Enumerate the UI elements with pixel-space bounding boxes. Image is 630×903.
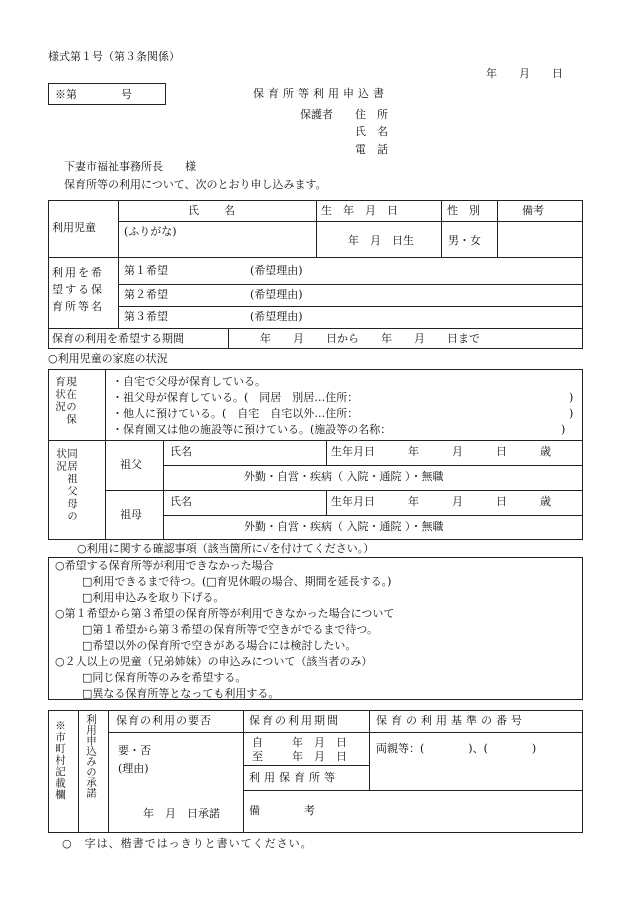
status-item-others[interactable]: ・他人に預けている。( 自宅 自宅以外…住所： — [112, 407, 359, 420]
confirm-q1-wait[interactable]: □利用できるまで待つ。(□育児休暇の場合、期間を延長する。) — [82, 575, 392, 588]
status-item-facility[interactable]: ・保育園又は他の施設等に預けている。(施設等の名称： — [112, 423, 392, 436]
choice-3-label: 第３希望 — [124, 310, 168, 323]
standard-header: 保育の利用基準の番号 — [376, 714, 526, 727]
page-title: 保育所等利用申込書 — [253, 87, 388, 100]
choice-1-reason[interactable]: (希望理由) — [250, 264, 303, 277]
footer-note: ○ 字は、楷書ではっきりと書いてください。 — [62, 837, 313, 850]
need-reason[interactable]: (理由) — [118, 762, 149, 775]
grandmother-label: 祖母 — [120, 508, 142, 521]
child-sex-field[interactable]: 男・女 — [448, 234, 481, 247]
receipt-number[interactable]: ※第 号 — [55, 88, 132, 101]
to-label: 至 — [252, 750, 263, 763]
child-sex-header: 性 別 — [447, 204, 480, 217]
name-label: 氏 名 — [355, 125, 388, 138]
family-section-title: ○利用児童の家庭の状況 — [48, 352, 168, 365]
address-label: 住 所 — [355, 108, 388, 121]
form-number: 様式第１号（第３条関係） — [48, 50, 180, 63]
grandmother-birth[interactable]: 生年月日 年 月 日 歳 — [331, 495, 551, 508]
grandmother-name[interactable]: 氏名 — [170, 495, 192, 508]
need-header: 保育の利用の要否 — [116, 714, 212, 727]
intro-text: 保育所等の利用について、次のとおり申し込みます。 — [64, 178, 327, 191]
close-paren-3: ) — [561, 423, 566, 436]
period-label: 保育の利用を希望する期間 — [52, 332, 184, 345]
current-status-label: 現在の保育状況 — [54, 376, 78, 426]
child-note-header: 備考 — [522, 204, 544, 217]
status-item-home[interactable]: ・自宅で父母が保育している。 — [112, 375, 266, 388]
application-date[interactable]: 年 月 日 — [486, 67, 563, 80]
from-label: 自 — [252, 736, 263, 749]
approve-label: 利用申込みの承諾 — [85, 714, 98, 798]
confirm-title: ○利用に関する確認事項（該当箇所に✓を付けてください。） — [77, 542, 375, 555]
grandmother-work[interactable]: 外勤・自営・疾病（ 入院・通院 ）・無職 — [244, 520, 444, 533]
confirm-q1: ○希望する保育所等が利用できなかった場合 — [55, 559, 274, 572]
approve-date[interactable]: 年 月 日承諾 — [143, 807, 220, 820]
furigana-label: (ふりがな) — [124, 225, 177, 238]
child-row-label: 利用児童 — [52, 221, 96, 234]
period-header: 保育の利用期間 — [249, 714, 340, 727]
need-value[interactable]: 要・否 — [118, 744, 151, 757]
confirm-q3-different[interactable]: □異なる保育所等となっても利用する。 — [82, 687, 280, 700]
remarks-label: 備 考 — [249, 804, 315, 817]
status-item-grandparents[interactable]: ・祖父母が保育している。( 同居 別居…住所： — [112, 391, 359, 404]
parents-field[interactable]: 両親等：( )、( ) — [376, 742, 537, 755]
choice-1-label: 第１希望 — [124, 264, 168, 277]
child-birth-field[interactable]: 年 月 日生 — [348, 234, 414, 247]
choice-2-label: 第２希望 — [124, 288, 168, 301]
close-paren-1: ) — [569, 391, 574, 404]
period-field[interactable]: 年 月 日から 年 月 日まで — [260, 332, 480, 345]
grandfather-name[interactable]: 氏名 — [170, 445, 192, 458]
facility-row-label: 利用を希望する保育所等名 — [52, 266, 104, 313]
grandfather-label: 祖父 — [120, 458, 142, 471]
child-birth-header: 生 年 月 日 — [321, 204, 398, 217]
facility-header: 利用保育所等 — [249, 771, 339, 784]
choice-3-reason[interactable]: (希望理由) — [250, 310, 303, 323]
receipt-number-box — [48, 83, 166, 105]
choice-2-reason[interactable]: (希望理由) — [250, 288, 303, 301]
guardian-label: 保護者 — [300, 108, 333, 121]
from-date[interactable]: 年 月 日 — [292, 736, 347, 749]
confirm-q3: ○２人以上の児童（兄弟姉妹）の申込みについて（該当者のみ） — [55, 655, 373, 668]
to-date[interactable]: 年 月 日 — [292, 750, 347, 763]
confirm-q3-same[interactable]: □同じ保育所等のみを希望する。 — [82, 671, 247, 684]
confirm-q1-withdraw[interactable]: □利用申込みを取り下げる。 — [82, 591, 225, 604]
grandfather-birth[interactable]: 生年月日 年 月 日 歳 — [331, 445, 551, 458]
phone-label: 電 話 — [355, 143, 388, 156]
confirm-q2-wait[interactable]: □第１希望から第３希望の保育所等で空きがでるまで待つ。 — [82, 623, 378, 636]
confirm-q2-consider[interactable]: □希望以外の保育所で空きがある場合には検討したい。 — [82, 639, 357, 652]
confirm-q2: ○第１希望から第３希望の保育所等が利用できなかった場合について — [55, 607, 395, 620]
office-side-label: ※市町村記載欄 — [54, 720, 67, 801]
grandfather-work[interactable]: 外勤・自営・疾病（ 入院・通院 ）・無職 — [244, 470, 444, 483]
child-name-header: 氏 名 — [188, 204, 236, 217]
close-paren-2: ) — [569, 407, 574, 420]
grandparents-label: 同居祖父母の状況 — [55, 448, 79, 523]
addressee: 下妻市福祉事務所長 様 — [64, 160, 196, 173]
